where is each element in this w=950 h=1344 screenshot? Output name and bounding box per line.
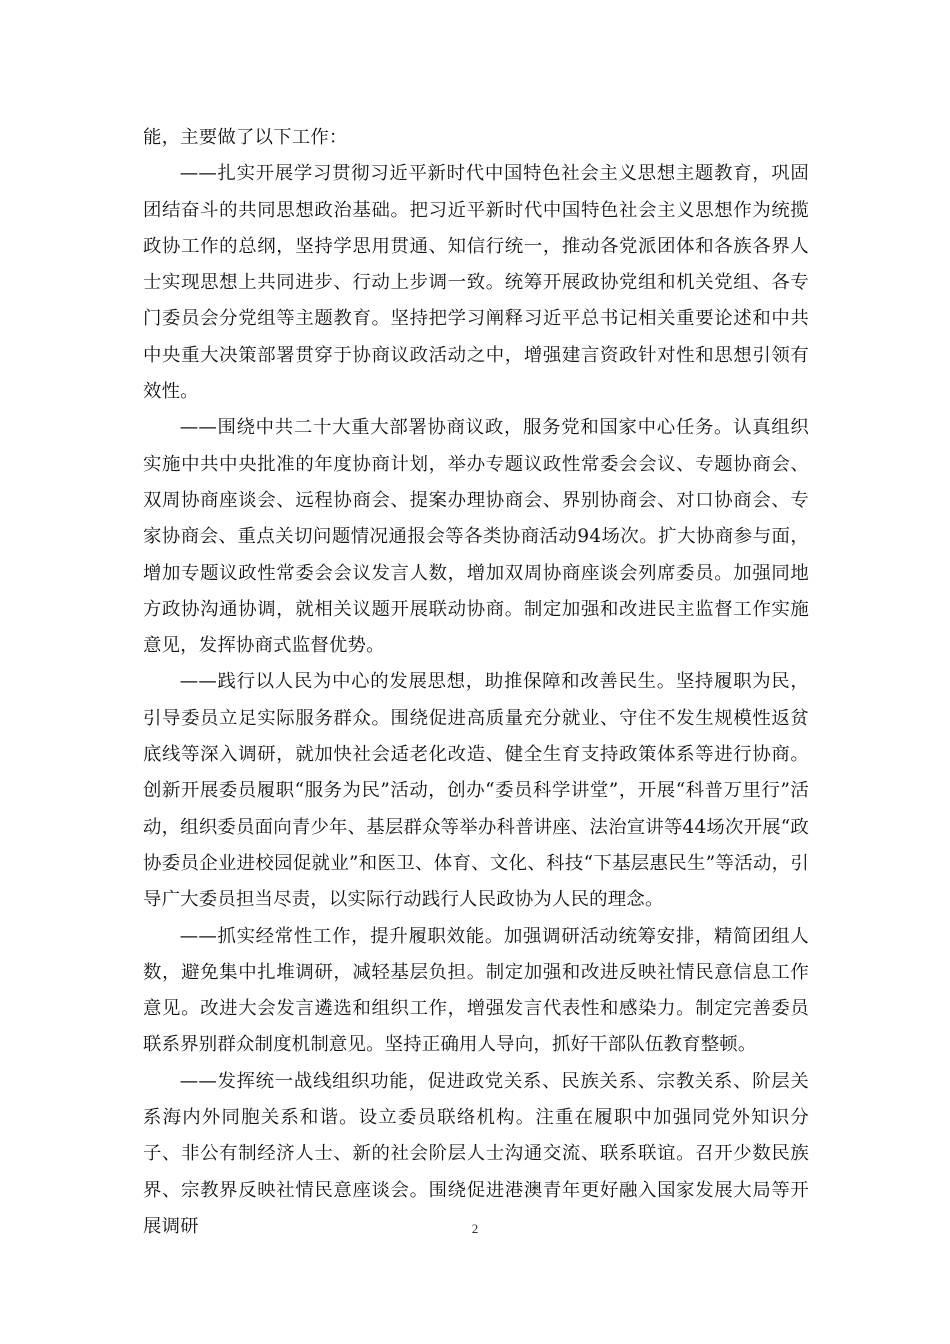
paragraph-continuation: 能，主要做了以下工作： bbox=[143, 127, 348, 148]
paragraph-livelihood: ——践行以人民为中心的发展思想，助推保障和改善民生。坚持履职为民，引导委员立足实际服务群众。围绕促进高质量充分就业、守住不发生规模性返贫底线等深入调研，就加快社会适老化改造、健全生育支持政策体系等进行协商。创新开展委员履职“服务为民”活动，创办“委员科学讲堂”，开展“科普万里行”活动，组织委员面向青少年、基层群众等举办科普讲座、法治宣讲等44场次开展“政协委员企业进校园促就业”和医卫、体育、文化、科技“下基层惠民生”等活动，引导广大委员担当尽责，以实际行动践行人民政协为人民的理念。 bbox=[143, 671, 809, 911]
paragraph-consultation: ——围绕中共二十大重大部署协商议政，服务党和国家中心任务。认真组织实施中共中央批准的年度协商计划，举办专题议政性常委会会议、专题协商会、双周协商座谈会、远程协商会、提案办理协商会、界别协商会、对口协商会、专家协商会、重点关切问题情况通报会等各类协商活动94场次。扩大协商参与面，增加专题议政性常委会会议发言人数，增加双周协商座谈会列席委员。加强同地方政协沟通协调，就相关议题开展联动协商。制定加强和改进民主监督工作实施意见，发挥协商式监督优势。 bbox=[143, 417, 809, 657]
paragraph-regular-work: ——抓实经常性工作，提升履职效能。加强调研活动统筹安排，精简团组人数，避免集中扎堆调研，减轻基层负担。制定加强和改进反映社情民意信息工作意见。改进大会发言遴选和组织工作，增强发言代表性和感染力。制定完善委员联系界别群众制度机制意见。坚持正确用人导向，抓好干部队伍教育整顿。 bbox=[143, 925, 809, 1056]
paragraph-theme-education: ——扎实开展学习贯彻习近平新时代中国特色社会主义思想主题教育，巩固团结奋斗的共同思想政治基础。把习近平新时代中国特色社会主义思想作为统揽政协工作的总纲，坚持学思用贯通、知信行统一，推动各党派团体和各族各界人士实现思想上共同进步、行动上步调一致。统筹开展政协党组和机关党组、各专门委员会分党组等主题教育。坚持把学习阐释习近平总书记相关重要论述和中共中央重大决策部署贯穿于协商议政活动之中，增强建言资政针对性和思想引领有效性。 bbox=[143, 163, 809, 403]
body-text bbox=[143, 120, 809, 1245]
paragraph-united-front: ——发挥统一战线组织功能，促进政党关系、民族关系、宗教关系、阶层关系海内外同胞关系和谐。设立委员联络机构。注重在履职中加强同党外知识分子、非公有制经济人士、新的社会阶层人士沟通交流、联系联谊。召开少数民族界、宗教界反映社情民意座谈会。围绕促进港澳青年更好融入国家发展大局等开展调研 bbox=[143, 1070, 809, 1237]
page-number: 2 bbox=[471, 1221, 479, 1236]
